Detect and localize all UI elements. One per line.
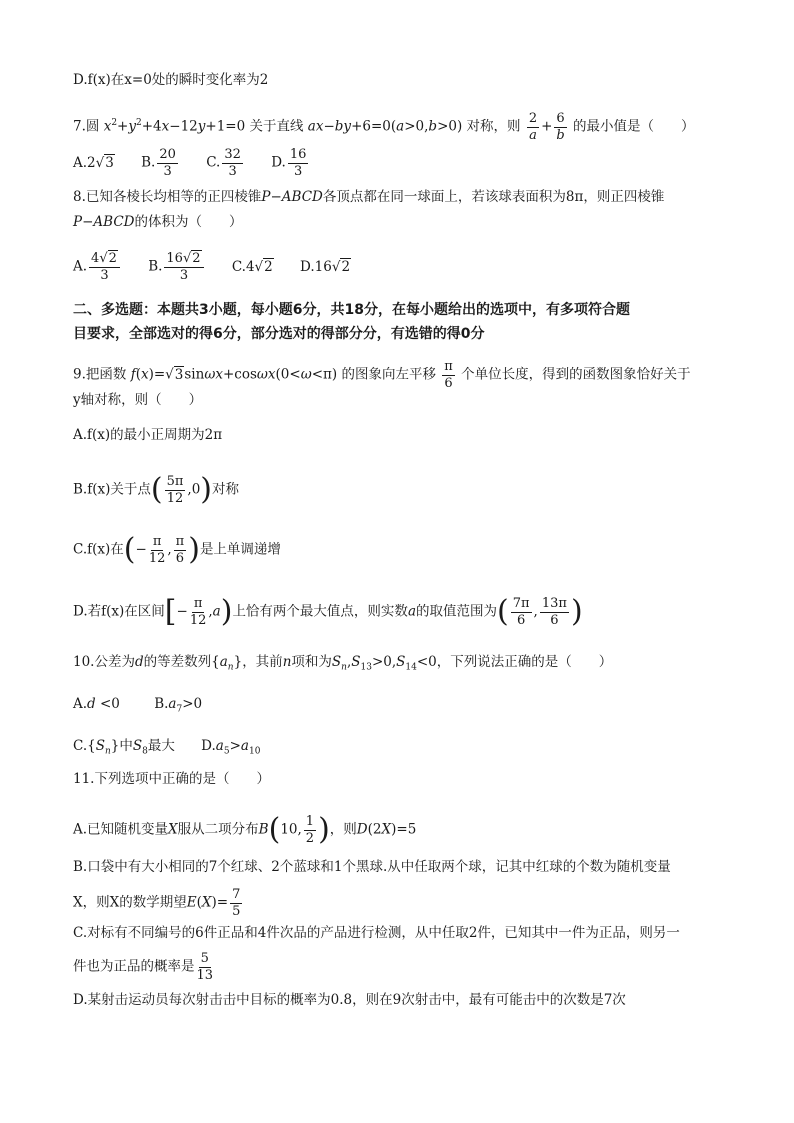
- q9-option-c: C.f(x)在(− $\frac{\pi}{12}$ , $\frac{\pi}{6}$ )是上单调递增: [73, 532, 281, 568]
- q10-option-a: A.d <0: [73, 696, 120, 712]
- q7-option-b: B. $\frac{20}{3}$: [141, 147, 176, 179]
- q8-option-a: A. $\frac{4√2}{3}$: [73, 252, 122, 282]
- q11-option-d: D.某射击运动员每次射击击中目标的概率为0.8，则在9次射击中，最有可能击中的次数是7次: [73, 992, 626, 1008]
- q11-stem: 11.下列选项中正确的是（ ）: [73, 771, 270, 787]
- q7-stem: 7.圆 $x^2+y^2+4x-12y+1=0$ 关于直线 ax−by+6=0(a>0,b>0) 对称，则 $\frac{2}{a}$ + $\frac{6}{b}$ 的最小值是（ ）: [73, 111, 695, 143]
- q6-option-d: D.f(x)在x=0处的瞬时变化率为2: [73, 72, 269, 88]
- q7-option-c: C. $\frac{32}{3}$: [206, 147, 241, 179]
- q8-options: [73, 252, 373, 282]
- section2-heading-line2: 目要求，全部选对的得6分，部分选对的得部分分，有选错的得0分: [73, 326, 485, 342]
- section2-heading-line1: 二、多选题：本题共3小题，每小题6分，共18分，在每小题给出的选项中，有多项符合题: [73, 302, 630, 318]
- q8-option-d: D.16√2: [300, 258, 351, 275]
- q7-options: [73, 148, 332, 178]
- q7-option-d: D. $\frac{16}{3}$: [271, 147, 307, 179]
- q8-option-b: B. $\frac{16√2}{3}$: [148, 252, 205, 282]
- q10-stem: 10.公差为d的等差数列$\{a_n\}$，其前n项和为$S_n,S_{13}>0,S_{14}<0$，下列说法正确的是（ ）: [73, 654, 613, 673]
- q8-option-c: C.4√2: [231, 258, 273, 275]
- q11-option-b-line2: X，则X的数学期望E(X)= $\frac{7}{5}$: [73, 887, 241, 919]
- q7-option-a: A.2√3: [73, 154, 114, 171]
- q9-stem-line2: y轴对称，则（ ）: [73, 392, 203, 408]
- q9-stem-line1: 9.把函数 f(x)=√3sinωx+cosωx(0<ω<π) 的图象向左平移 $\frac{\pi}{6}$ 个单位长度，得到的函数图象恰好关于: [73, 359, 691, 391]
- q10-option-d: $D.a_5>a_{10}$: [201, 738, 261, 757]
- q10-options-ab: [73, 698, 224, 715]
- q9-option-a: A.f(x)的最小正周期为2π: [73, 427, 223, 443]
- q11-option-a: A.已知随机变量X服从二项分布B(10, $\frac{1}{2}$ )，则D(2X)=5: [73, 812, 417, 848]
- q9-option-d: D.若f(x)在区间[− $\frac{\pi}{12}$ ,a)上恰有两个最大值点，则实数a的取值范围为( $\frac{7\pi}{6}$ , $\frac{13\pi}{6}$ ): [73, 594, 583, 630]
- q11-option-b-line1: B.口袋中有大小相同的7个红球、2个蓝球和1个黑球.从中任取两个球，记其中红球的个数为随机变量: [73, 859, 671, 875]
- q10-options-cd: [73, 740, 282, 757]
- q11-option-c-line2: 件也为正品的概率是 $\frac{5}{13}$: [73, 951, 214, 983]
- q8-stem-line2: P−ABCD的体积为（ ）: [73, 214, 243, 230]
- q10-option-b: $B.a_7>0$: [154, 696, 203, 715]
- q11-option-c-line1: C.对标有不同编号的6件正品和4件次品的产品进行检测，从中任取2件，已知其中一件为正品，则另一: [73, 925, 680, 941]
- q10-option-c: $C.\{S_n\}$中$S_8$最大: [73, 738, 175, 757]
- q8-stem-line1: 8.已知各棱长均相等的正四棱锥P−ABCD各顶点都在同一球面上，若该球表面积为8π，则正四棱锥: [73, 189, 665, 205]
- q9-option-b: B.f(x)关于点( $\frac{5\pi}{12}$ ,0)对称: [73, 472, 240, 508]
